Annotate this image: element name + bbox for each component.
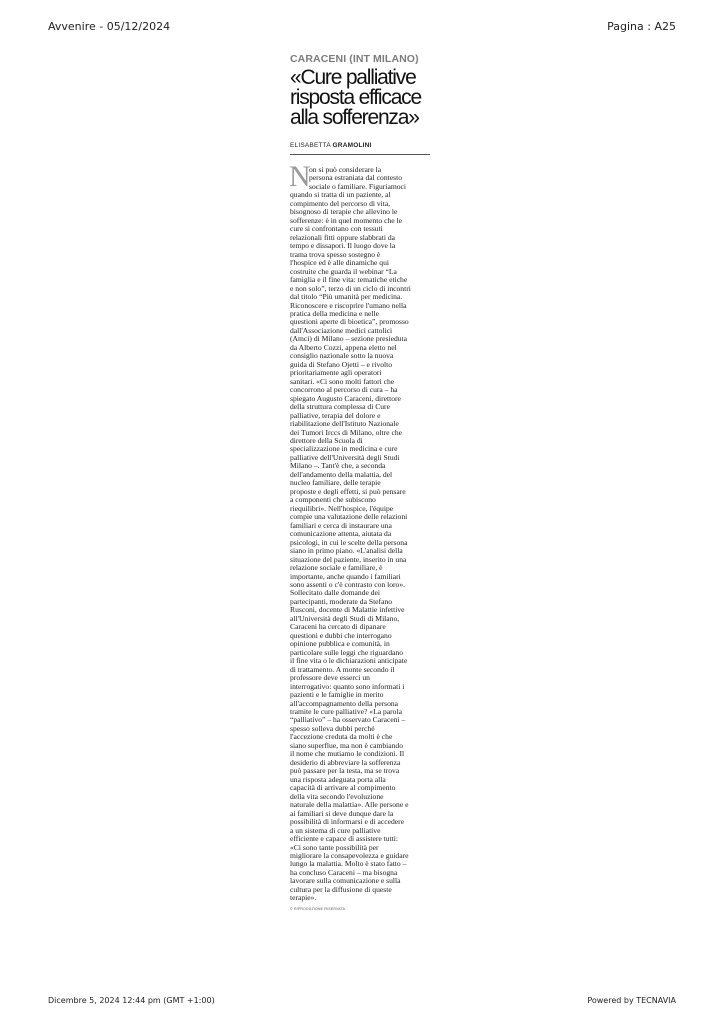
dropcap-letter: N (289, 160, 311, 193)
body-line: può passare per la testa, ma se trova (290, 767, 400, 776)
body-line: pratica della medicina e nelle (290, 309, 379, 318)
body-line: naturale della malattia». Alle persone e (290, 801, 409, 810)
byline-rule (290, 134, 430, 155)
body-line: il nome che mutiamo le condizioni. Il (290, 750, 405, 759)
body-line: interrogativo: quanto sono informati i (290, 682, 405, 691)
body-line: capacità di arrivare al compimento (290, 784, 396, 793)
body-line: una risposta adeguata porta alla (290, 775, 386, 784)
powered-by: Powered by TECNAVIA (587, 996, 676, 1005)
body-line: questioni aperte di bioetica”, promosso (290, 318, 409, 327)
body-line: Rusconi, docente di Malattie infettive (290, 606, 405, 615)
body-line: relazione sociale e familiare, è (290, 564, 383, 573)
article-headline (290, 68, 434, 128)
body-line: riequilibri». Nell'hospice, l'équipe (290, 504, 394, 513)
body-line: compie una valutazione delle relazioni (290, 513, 408, 522)
body-line: palliative, terapia del dolore e (290, 411, 381, 420)
body-line: compimento del percorso di vita, (290, 199, 391, 208)
body-line: efficiente e capace di assistere tutti: (290, 835, 399, 844)
newspaper-date: Avvenire - 05/12/2024 (48, 20, 171, 33)
body-line: della vita secondo l'evoluzione (290, 792, 384, 801)
body-line: situazione del paziente, inserito in una (290, 555, 407, 564)
print-timestamp: Dicembre 5, 2024 12:44 pm (GMT +1:00) (48, 996, 215, 1005)
body-line: a componenti che subiscono (290, 496, 376, 505)
headline-line: risposta efficace (290, 86, 421, 109)
body-line: Caraceni ha cercato di dipanare (290, 623, 386, 632)
body-line: ai familiari si deve dunque dare la (290, 809, 394, 818)
body-line: relazionali fitti oppure slabbrati da (290, 233, 396, 242)
article-kicker: CARACENI (INT MILANO) (290, 53, 419, 65)
body-line: partecipanti, moderate da Stefano (290, 597, 393, 606)
body-line: specializzazione in medicina e cure (290, 445, 398, 454)
body-line: pazienti e le famiglie in merito (290, 691, 384, 700)
body-line: desiderio di abbreviare la sofferenza (290, 758, 401, 767)
body-line: Milano –. Tant'è che, a seconda (290, 462, 386, 471)
body-line: tempo e dissapori. Il luogo dove la (290, 242, 396, 251)
headline-line: «Cure palliative (290, 66, 416, 89)
body-line: famiglia e il fine vita: tematiche etiche (290, 276, 408, 285)
article (290, 53, 434, 911)
body-line: Sollecitato dalle domande dei (290, 589, 381, 598)
body-line: costruite che guarda il webinar “La (290, 267, 397, 276)
body-line: spiegato Augusto Caraceni, direttore (290, 394, 401, 403)
body-line: ha concluso Caraceni – ma bisogna (290, 868, 398, 877)
page-number: Pagina : A25 (607, 20, 676, 33)
body-line: importante, anche quando i familiari (290, 572, 401, 581)
body-line: dal titolo “Più umanità per medicina. (290, 293, 403, 302)
body-line: il fine vita o le dichiarazioni anticipate (290, 657, 408, 666)
body-line: prioritariamente agli operatori (290, 369, 382, 378)
body-line: quando si tratta di un paziente, al (290, 191, 391, 200)
body-line: tramite le cure palliative? «La parola (290, 708, 402, 716)
body-line: Riconoscere e riscoprire l'umano nella (290, 301, 407, 310)
body-line: dell'andamento della malattia, del (290, 470, 393, 479)
body-line: a un sistema di cure palliative (290, 826, 381, 835)
byline-last-name: GRAMOLINI (332, 142, 372, 149)
body-line: all'accompagnamento della persona (290, 699, 399, 708)
body-line: “palliativo” – ha osservato Caraceni – (290, 716, 406, 725)
article-body (289, 160, 428, 903)
body-line: possibilità di informarsi e di accedere (290, 818, 405, 827)
body-line: siano superflue, ma non è cambiando (290, 741, 404, 750)
byline (290, 142, 372, 149)
byline-first-name: ELISABETTA (290, 142, 333, 149)
body-line: (Amci) di Milano – sezione presieduta (290, 335, 408, 344)
body-line: psicologi, in cui le scelte della persona (290, 538, 408, 547)
body-line: spesso solleva dubbi perché (290, 724, 375, 733)
copyright-note: © RIPRODUZIONE RISERVATA (290, 906, 346, 911)
body-line: questioni e dubbi che interrogano (290, 631, 392, 640)
body-line: terapie». (290, 894, 317, 903)
body-line: lavorare sulla comunicazione e sulla (290, 877, 401, 886)
body-line: di trattamento. A monte secondo il (290, 665, 395, 674)
body-line: l'hospice ed è alle dinamiche qui (290, 259, 389, 268)
body-line: dei Tumori Irccs di Milano, oltre che (290, 428, 402, 437)
body-line: familiari e cerca di instaurare una (290, 521, 392, 530)
body-line: all'Università degli Studi di Milano, (290, 614, 400, 623)
body-line: l'accezione creduta da molti è che (290, 733, 393, 742)
body-line: lungo la malattia. Molto è stato fatto – (290, 860, 407, 869)
body-line: palliative dell'Università degli Studi (290, 453, 400, 462)
body-line: siano in primo piano. «L'analisi della (290, 547, 403, 556)
body-line: concorrono al percorso di cura – ha (290, 386, 398, 395)
body-line: sociale o familiare. Figuriamoci (309, 182, 406, 191)
body-line: dall'Associazione medici cattolici (290, 326, 393, 335)
body-line: on si può considerare la (309, 166, 382, 174)
body-line: cultura per la diffusione di queste (290, 885, 392, 894)
body-line: particolare sulle leggi che riguardano (290, 648, 404, 657)
body-line: direttore della Scuola di (290, 437, 363, 445)
body-line: comunicazione attenta, aiutata da (290, 530, 392, 539)
headline-line: alla sofferenza» (290, 106, 419, 129)
body-line: persona estraniata dal contesto (309, 174, 402, 183)
body-line: sofferenze: è in quel momento che le (290, 216, 403, 225)
body-line: e non solo”, terzo di un ciclo di incontri (290, 284, 411, 293)
body-line: guida di Stefano Ojetti – e rivolto (290, 360, 393, 369)
body-line: proposte e degli effetti, si può pensare (290, 487, 406, 496)
body-line: «Ci sono tante possibilità per (290, 843, 379, 852)
body-line: professore deve esserci un (290, 674, 370, 683)
body-line: cure si confrontano con tessuti (290, 225, 383, 234)
body-line: opinione pubblica e comunità, in (290, 640, 390, 649)
body-line: della struttura complessa di Cure (290, 403, 390, 412)
body-line: da Alberto Cozzi, appena eletto nel (290, 343, 397, 352)
body-line: sono assenti o c'è contrasto con loro». (290, 580, 406, 589)
body-line: bisognoso di terapie che allevino le (290, 208, 398, 217)
body-line: nucleo familiare, delle terapie (290, 479, 381, 488)
body-line: consiglio nazionale sotto la nuova (290, 352, 394, 361)
body-line: sanitari. «Ci sono molti fattori che (290, 377, 395, 386)
body-line: trama trova spesso sostegno è (290, 250, 381, 259)
body-line: migliorare la consapevolezza e guidare (290, 851, 409, 860)
body-line: riabilitazione dell'Istituto Nazionale (290, 420, 399, 429)
